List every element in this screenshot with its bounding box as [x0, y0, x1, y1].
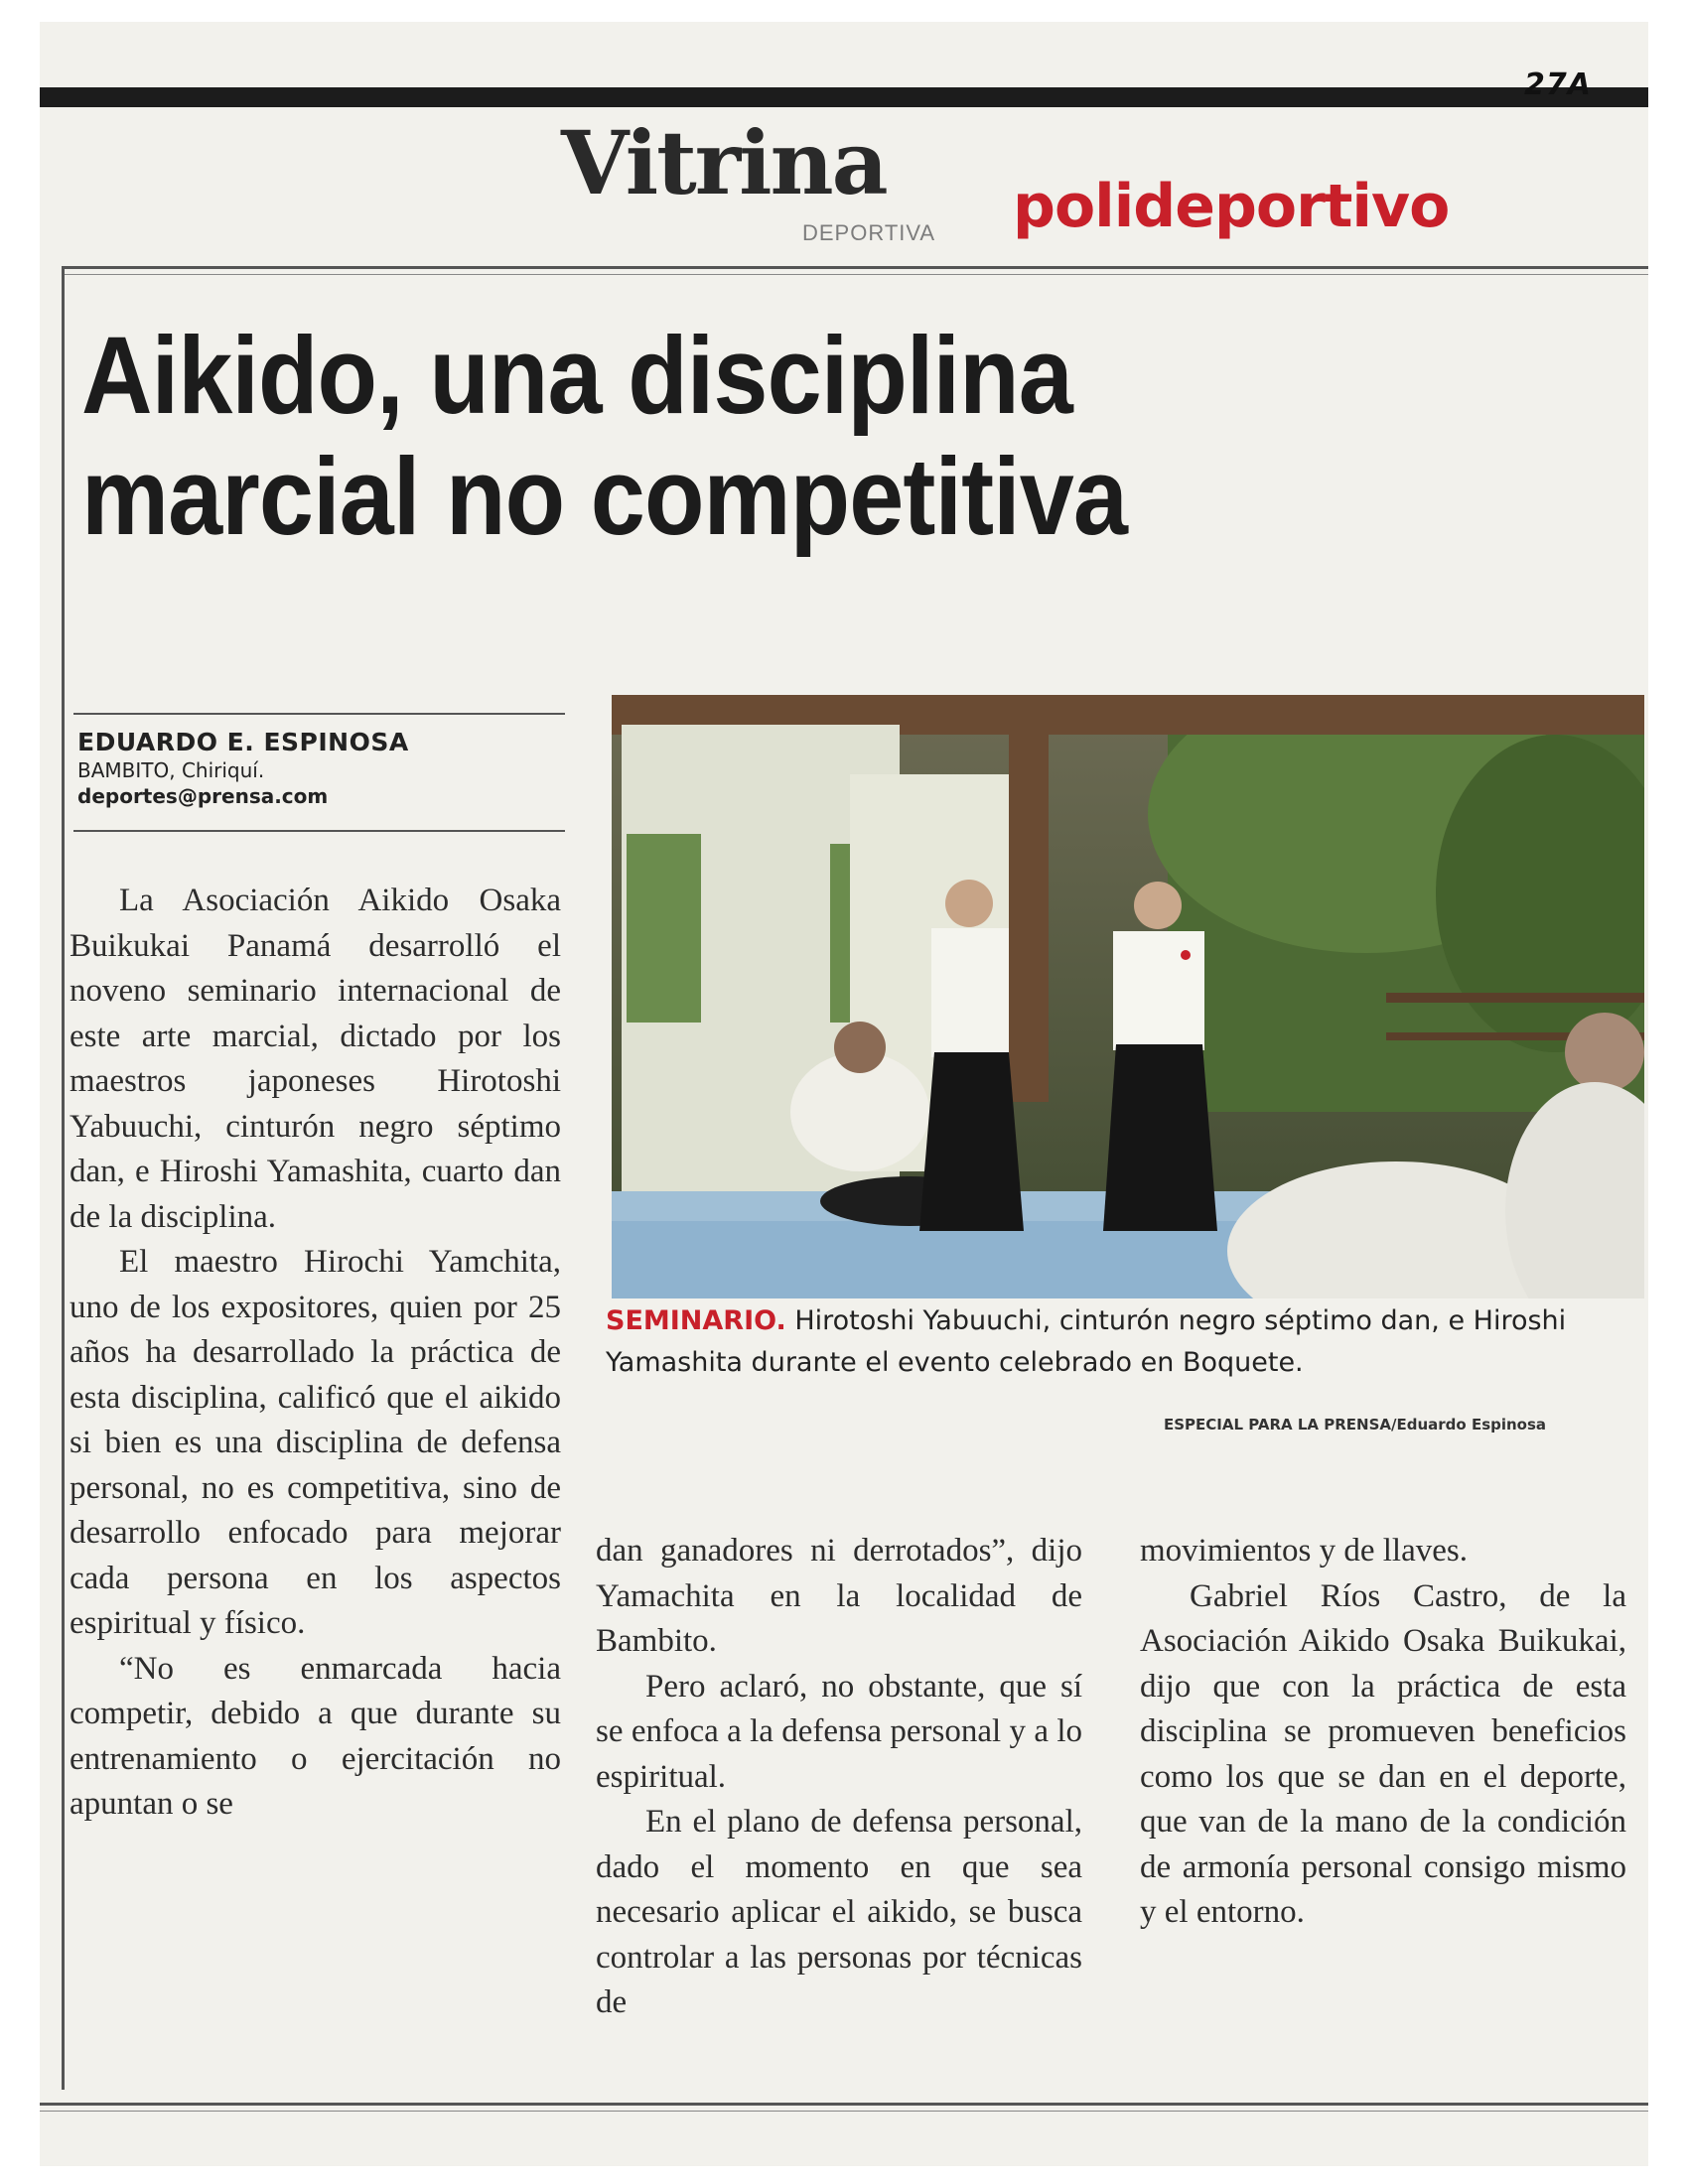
page-number: 27A: [1524, 68, 1592, 102]
caption-text: Hirotoshi Yabuuchi, cinturón negro séptimo dan, e Hiroshi Yamashita durante el evento celebrado en Boquete.: [606, 1305, 1567, 1378]
byline: [77, 728, 409, 808]
bottom-rule-thin: [40, 2111, 1648, 2112]
article-column-1: [70, 879, 561, 1828]
article-column-2: [596, 1529, 1082, 2026]
masthead-divider-thin: [62, 274, 1648, 275]
person-standing-2: [1103, 882, 1217, 1231]
byline-bottom-rule: [73, 830, 565, 832]
photo-credit: ESPECIAL PARA LA PRENSA/Eduardo Espinosa: [1164, 1416, 1547, 1433]
masthead-brand: Vitrina: [561, 111, 887, 214]
masthead-brand-sub: DEPORTIVA: [802, 220, 936, 245]
masthead-divider: [62, 266, 1648, 269]
paragraph: La Asociación Aikido Osaka Buikukai Panamá desarrolló el noveno seminario internacional de este arte marcial, dictado por los maestros japoneses Hirotoshi Yabuuchi, cinturón negro séptimo dan, e Hiroshi Yamashita, cuarto dan de la disciplina.: [70, 883, 561, 1235]
photo-caption: [606, 1300, 1628, 1384]
paragraph: “No es enmarcada hacia competir, debido a que durante su entrenamiento o ejercitación no apuntan o se: [70, 1650, 561, 1822]
caption-keyword: SEMINARIO.: [606, 1305, 786, 1336]
paragraph: Pero aclaró, no obstante, que sí se enfoca a la defensa personal y a lo espiritual.: [596, 1668, 1082, 1795]
paragraph: El maestro Hirochi Yamchita, uno de los expositores, quien por 25 años ha desarrollado la práctica de esta disciplina, calificó que el aikido si bien es una disciplina de defensa personal, no es competitiva, sino de desarrollo enfocado para mejorar cada persona en los aspectos espiritual y físico.: [70, 1244, 561, 1641]
paragraph: dan ganadores ni derrotados”, dijo Yamachita en la localidad de Bambito.: [596, 1533, 1082, 1659]
section-title: polideportivo: [1013, 172, 1450, 241]
person-standing-1: [919, 880, 1024, 1231]
top-rule: [40, 87, 1648, 107]
paragraph: En el plano de defensa personal, dado el momento en que sea necesario aplicar el aikido, se busca controlar a las personas por técnicas de: [596, 1804, 1082, 2020]
paragraph: Gabriel Ríos Castro, de la Asociación Aikido Osaka Buikukai, dijo que con la práctica de esta disciplina se promueven beneficios como los que se dan en el deporte, que van de la mano de la condición de armonía personal consigo mismo y el entorno.: [1140, 1577, 1626, 1930]
paragraph: movimientos y de llaves.: [1140, 1533, 1468, 1569]
bottom-rule: [40, 2103, 1648, 2106]
byline-email: deportes@prensa.com: [77, 784, 329, 808]
headline: Aikido, una disciplina marcial no competitiva: [81, 315, 1128, 558]
byline-top-rule: [73, 713, 565, 715]
byline-author: EDUARDO E. ESPINOSA: [77, 728, 409, 756]
left-column-rule: [62, 268, 65, 2090]
article-column-3: [1140, 1529, 1626, 1936]
article-photo: [612, 695, 1644, 1298]
byline-location: BAMBITO, Chiriquí.: [77, 758, 265, 782]
